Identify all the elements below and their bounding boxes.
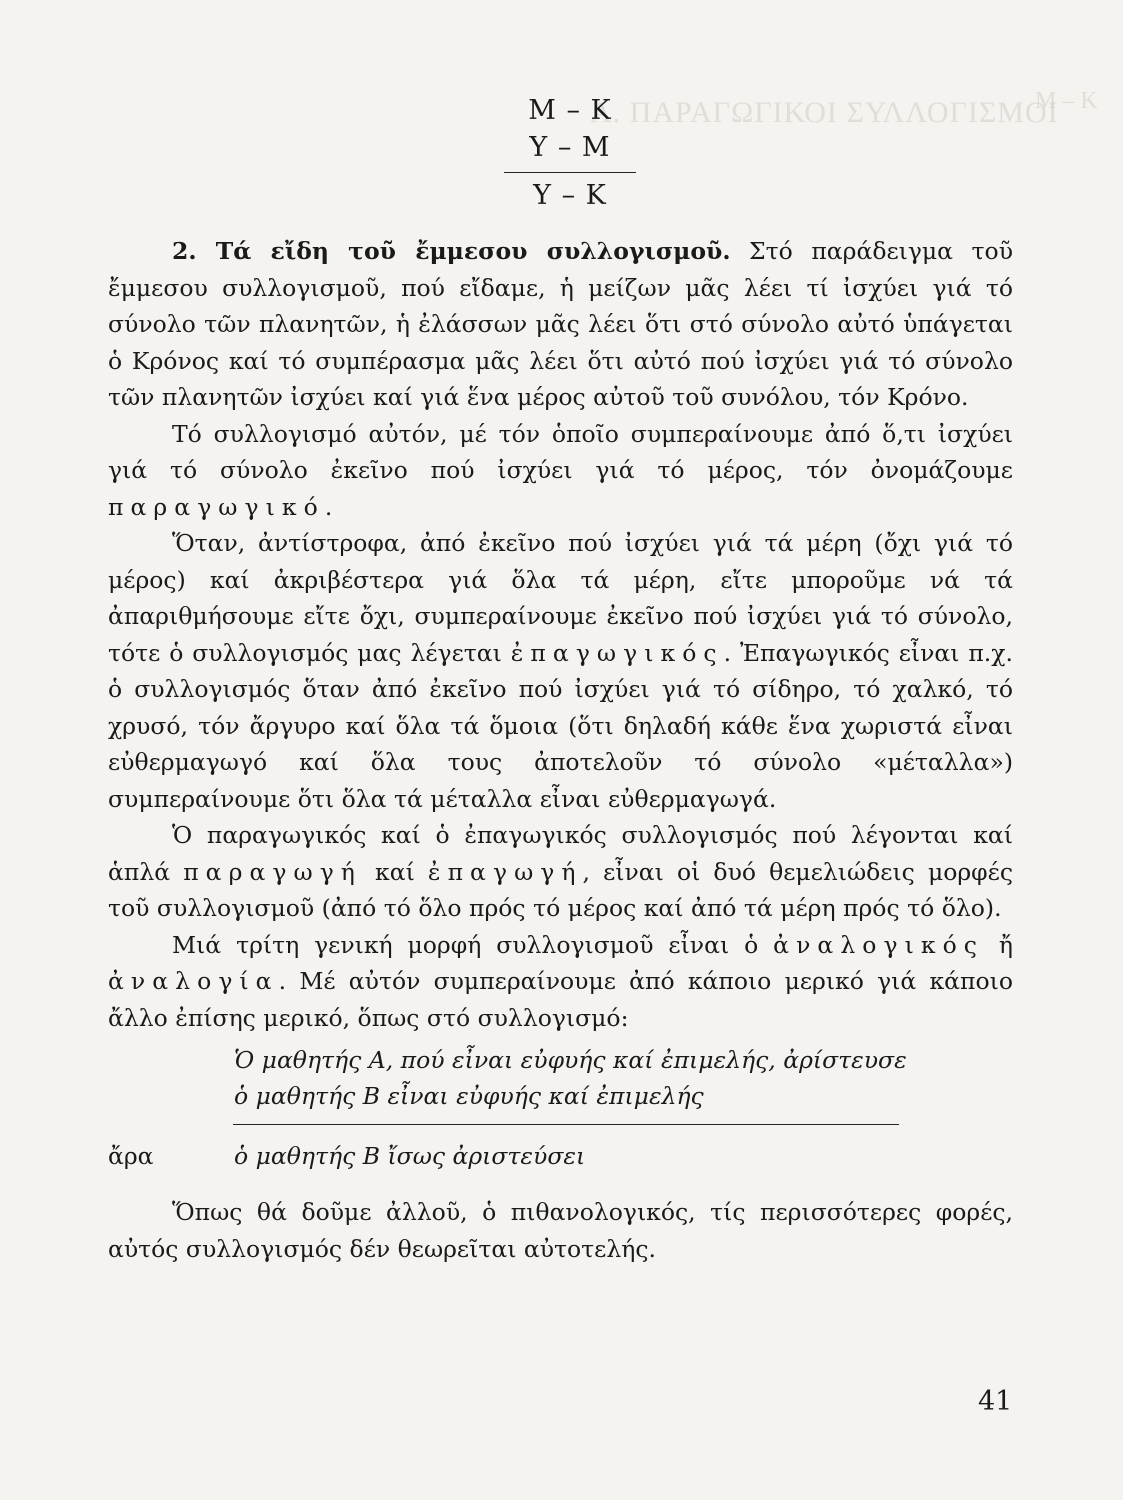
term-deductive: παραγωγικό (108, 492, 325, 521)
paragraph-2-text: Τό συλλογισμό αὐτόν, μέ τόν ὁποῖο συμπεραίνουμε ἀπό ὅ,τι ἰσχύει γιά τό σύνολο ἐκεῖνο πού ἰσχύει γιά τό μέρος, τόν ὀνομάζουμε (108, 419, 1013, 484)
term-deduction: παραγωγή (183, 857, 362, 886)
paragraph-4-conj: καί (361, 857, 428, 886)
paragraph-5-end: . Μέ αὐτόν συμπεραίνουμε ἀπό κάποιο μερικό γιά κάποιο ἄλλο ἐπίσης μερικό, ὅπως στό συλλογισμό: (108, 967, 1013, 1032)
paragraph-2-end: . (324, 492, 333, 521)
analogy-example (108, 1038, 1013, 1188)
example-rule (233, 1124, 899, 1125)
example-premise-2: ὁ μαθητής Β εἶναι εὐφυής καί ἐπιμελής (234, 1082, 704, 1110)
schema-line-conclusion: Y – K (533, 180, 607, 211)
page-number: 41 (978, 1386, 1013, 1417)
example-conclusion: ὁ μαθητής Β ἴσως ἀριστεύσει (234, 1142, 586, 1170)
example-therefore: ἄρα (108, 1142, 154, 1170)
schema-line-minor: Y – M (529, 132, 611, 163)
example-premise-1: Ὁ μαθητής Α, πού εἶναι εὐφυής καί ἐπιμελής, ἀρίστευσε (234, 1046, 907, 1074)
paragraph-5-text: Μιά τρίτη γενική μορφή συλλογισμοῦ εἶναι ὁ (172, 930, 774, 959)
paragraph-2 (108, 416, 1013, 526)
section-heading: 2. Τά εἴδη τοῦ ἔμμεσου συλλογισμοῦ. (172, 237, 731, 265)
paragraph-5-conj: ἤ (983, 930, 1013, 959)
paragraph-3-end: . Ἐπαγωγικός εἶναι π.χ. ὁ συλλογισμός ὅταν ἀπό ἐκεῖνο πού ἰσχύει γιά τό σίδηρο, τό χαλκό, τό χρυσό, τόν ἄργυρο καί ὅλα τά ὅμοια (ὅτι δηλαδή κάθε ἕνα χωριστά εἶναι εὐθερμαγωγό καί ὅλα τους ἀποτελοῦν τό σύνολο «μέταλλα») συμπεραίνουμε ὅτι ὅλα τά μέταλλα εἶναι εὐθερμαγωγά. (108, 638, 1013, 813)
show-through-corner: M – K (1035, 88, 1098, 114)
term-inductive: ἐπαγωγικός (510, 638, 724, 667)
term-analogy: ἀναλογία (108, 967, 279, 995)
schema-rule (504, 172, 636, 173)
paragraph-4-end: , εἶναι οἱ δυό θεμελιώδεις μορφές τοῦ συλλογισμοῦ (ἀπό τό ὅλο πρός τό μέρος καί ἀπό τά μέρη πρός τό ὅλο). (108, 857, 1013, 922)
paragraph-6: Ὅπως θά δοῦμε ἀλλοῦ, ὁ πιθανολογικός, τίς περισσότερες φορές, αὐτός συλλογισμός δέν θεωρεῖται αὐτοτελής. (108, 1198, 1013, 1263)
show-through-header: Α. ΠΑΡΑΓΩΓΙΚΟΙ ΣΥΛΛΟΓΙΣΜΟΙ (590, 96, 1059, 129)
paragraph-4-text: Ὁ παραγωγικός καί ὁ ἐπαγωγικός συλλογισμός πού λέγονται καί ἁπλά (108, 821, 1013, 886)
paragraph-3 (108, 525, 1013, 817)
paragraph-5 (108, 927, 1013, 1037)
body-text (108, 233, 1013, 1267)
syllogism-schema (500, 92, 640, 214)
term-analogical: ἀναλογικός (773, 930, 984, 959)
term-induction: ἐπαγωγή (427, 857, 583, 886)
paragraph-3-text: Ὅταν, ἀντίστροφα, ἀπό ἐκεῖνο πού ἰσχύει γιά τά μέρη (ὄχι γιά τό μέρος) καί ἀκριβέστερα γιά ὅλα τά μέρη, εἴτε μποροῦμε νά τά ἀπαριθμήσουμε εἴτε ὄχι, συμπεραίνουμε ἐκεῖνο πού ἰσχύει γιά τό σύνολο, τότε ὁ συλλογισμός μας λέγεται (108, 529, 1013, 667)
paragraph-1 (108, 233, 1013, 416)
schema-line-major: M – K (528, 95, 612, 126)
paragraph-4 (108, 817, 1013, 927)
paragraph-1-text: Στό παράδειγμα τοῦ ἔμμεσου συλλογισμοῦ, πού εἴδαμε, ἡ μείζων μᾶς λέει τί ἰσχύει γιά τό σύνολο τῶν πλανητῶν, ἡ ἐλάσσων μᾶς λέει ὅτι στό σύνολο αὐτό ὑπάγεται ὁ Κρόνος καί τό συμπέρασμα μᾶς λέει ὅτι αὐτό πού ἰσχύει γιά τό σύνολο τῶν πλανητῶν ἰσχύει καί γιά ἕνα μέρος αὐτοῦ τοῦ συνόλου, τόν Κρόνο. (108, 237, 1013, 411)
